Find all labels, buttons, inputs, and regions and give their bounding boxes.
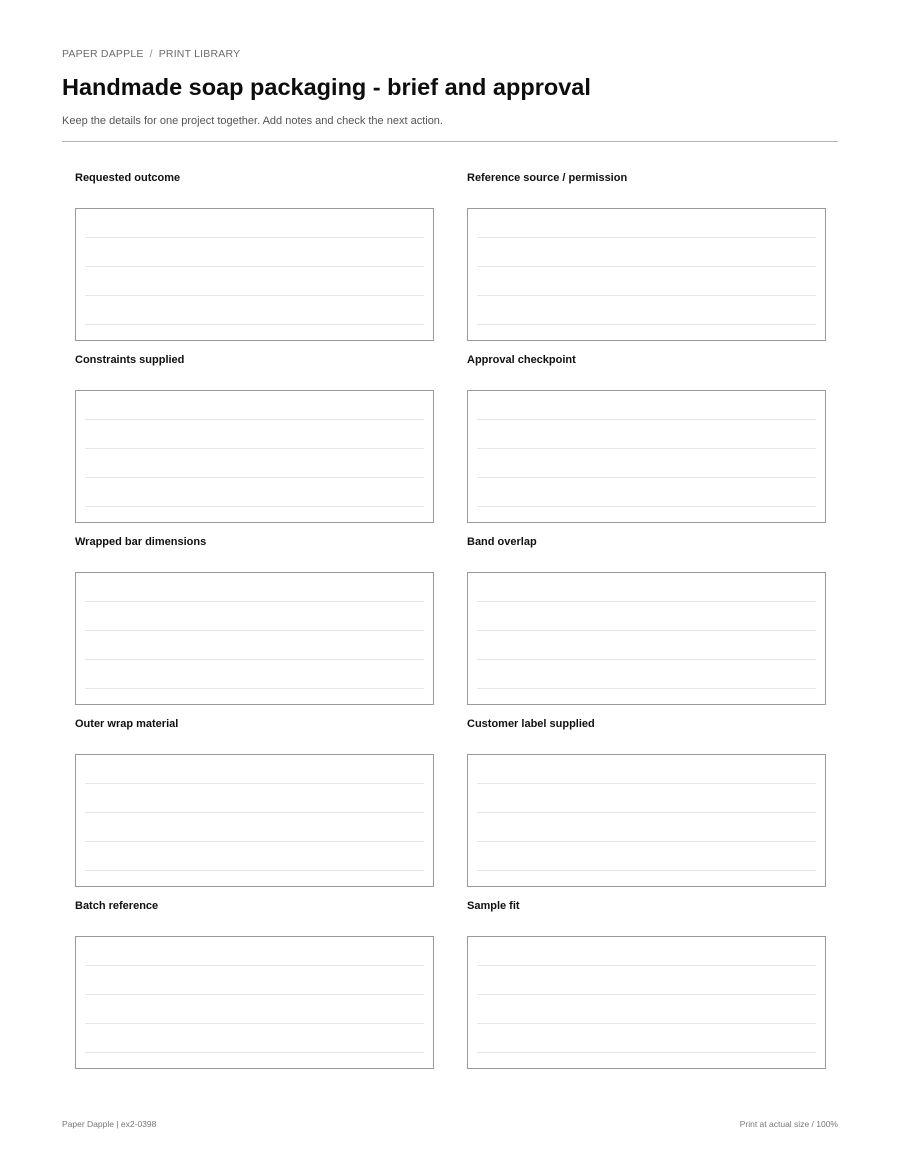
writing-line	[477, 659, 816, 660]
writing-line	[85, 994, 424, 995]
writing-line	[477, 506, 816, 507]
writing-line	[85, 688, 424, 689]
field-label: Sample fit	[467, 900, 520, 912]
writing-line	[85, 870, 424, 871]
writing-line	[85, 841, 424, 842]
footer-document-id: Paper Dapple | ex2-0398	[62, 1119, 157, 1129]
field-write-box[interactable]	[467, 572, 826, 705]
writing-line	[85, 812, 424, 813]
field-write-box[interactable]	[467, 936, 826, 1069]
writing-line	[477, 324, 816, 325]
writing-line	[477, 812, 816, 813]
field-write-box[interactable]	[75, 754, 434, 887]
footer-print-note: Print at actual size / 100%	[739, 1119, 838, 1129]
field-write-box[interactable]	[467, 208, 826, 341]
writing-line	[85, 1052, 424, 1053]
field-label: Approval checkpoint	[467, 354, 576, 366]
field-label: Constraints supplied	[75, 354, 185, 366]
field-label: Outer wrap material	[75, 718, 179, 730]
writing-line	[85, 266, 424, 267]
field-write-box[interactable]	[75, 390, 434, 523]
breadcrumb-separator: /	[149, 48, 153, 60]
field-write-box[interactable]	[467, 754, 826, 887]
field-write-box[interactable]	[75, 936, 434, 1069]
writing-line	[477, 870, 816, 871]
writing-line	[477, 419, 816, 420]
breadcrumb-site[interactable]: PAPER DAPPLE	[62, 48, 144, 60]
writing-line	[85, 659, 424, 660]
field-label: Batch reference	[75, 900, 159, 912]
writing-line	[477, 688, 816, 689]
field-write-box[interactable]	[75, 208, 434, 341]
writing-line	[477, 783, 816, 784]
writing-line	[477, 448, 816, 449]
writing-line	[85, 1023, 424, 1024]
writing-line	[477, 994, 816, 995]
breadcrumb	[62, 48, 240, 60]
writing-line	[85, 448, 424, 449]
writing-line	[85, 630, 424, 631]
field-label: Customer label supplied	[467, 718, 595, 730]
writing-line	[85, 601, 424, 602]
writing-line	[477, 965, 816, 966]
writing-line	[85, 295, 424, 296]
writing-line	[85, 965, 424, 966]
field-write-box[interactable]	[467, 390, 826, 523]
page-title: Handmade soap packaging - brief and approval	[62, 74, 591, 100]
writing-line	[85, 419, 424, 420]
writing-line	[477, 477, 816, 478]
writing-line	[477, 295, 816, 296]
field-label: Wrapped bar dimensions	[75, 536, 207, 548]
writing-line	[477, 266, 816, 267]
printable-page	[62, 0, 838, 1165]
writing-line	[477, 601, 816, 602]
writing-line	[85, 237, 424, 238]
writing-line	[477, 237, 816, 238]
field-label: Requested outcome	[75, 172, 181, 184]
page-subtitle: Keep the details for one project together. Add notes and check the next action.	[62, 115, 443, 127]
breadcrumb-section[interactable]: PRINT LIBRARY	[158, 48, 241, 60]
field-label: Band overlap	[467, 536, 537, 548]
field-write-box[interactable]	[75, 572, 434, 705]
writing-line	[477, 841, 816, 842]
writing-line	[85, 506, 424, 507]
writing-line	[85, 783, 424, 784]
field-label: Reference source / permission	[467, 172, 628, 184]
writing-line	[477, 630, 816, 631]
header-divider	[62, 141, 838, 142]
writing-line	[85, 477, 424, 478]
writing-line	[477, 1023, 816, 1024]
writing-line	[85, 324, 424, 325]
writing-line	[477, 1052, 816, 1053]
